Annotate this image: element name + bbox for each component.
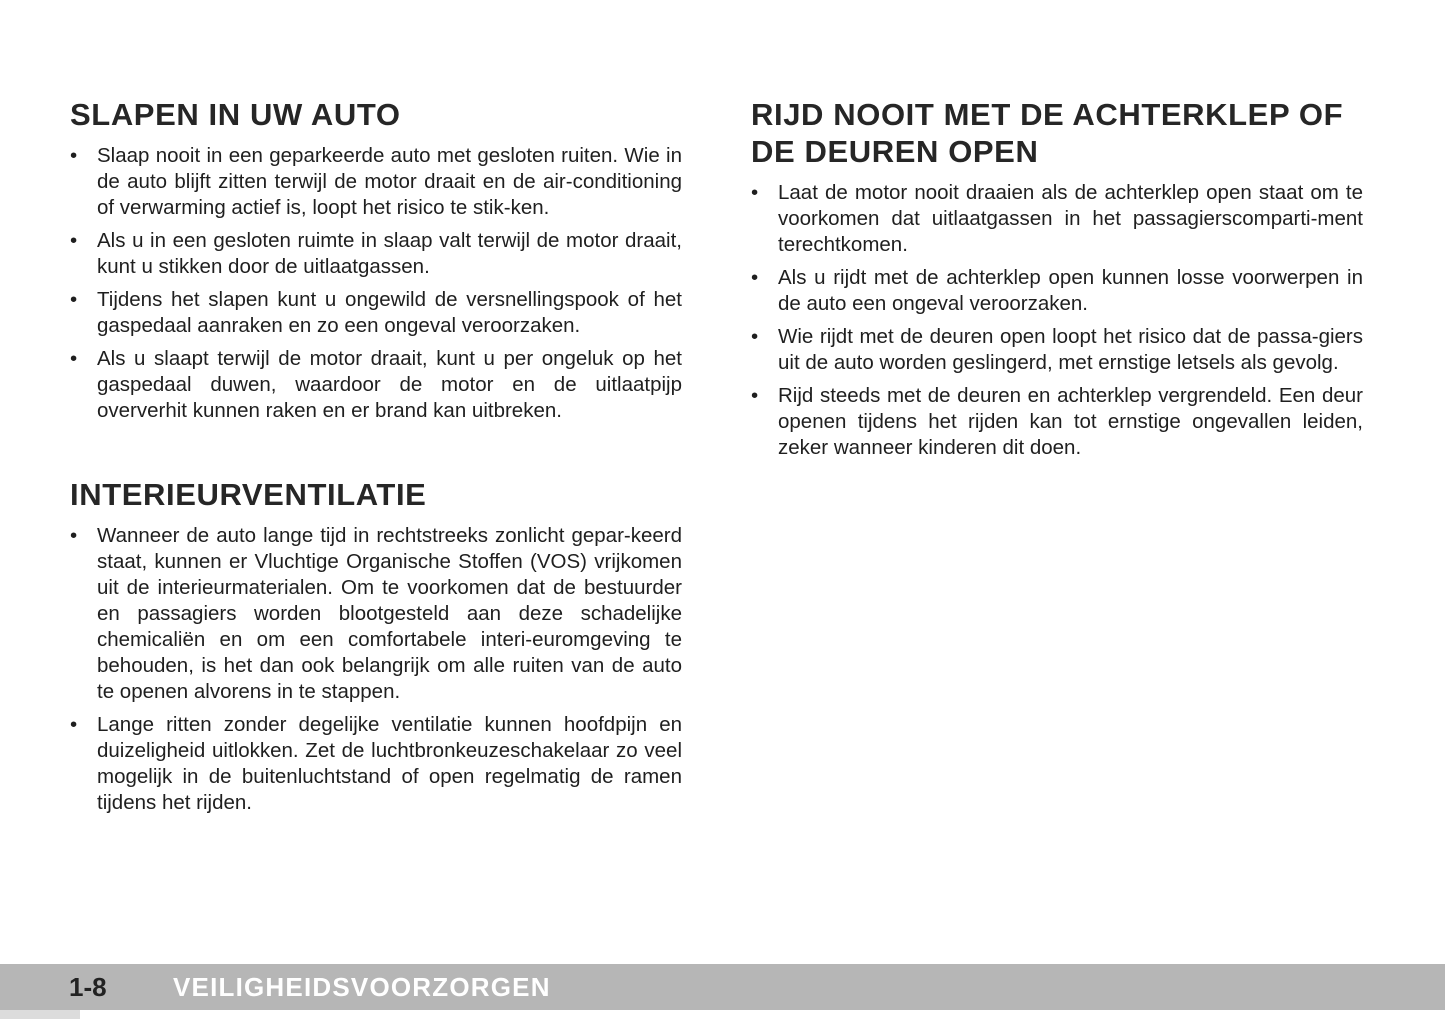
section-slapen	[70, 96, 682, 424]
list-item-text: Slaap nooit in een geparkeerde auto met gesloten ruiten. Wie in de auto blijft zitten terwijl de motor draait en de air-conditioning of verwarming actief is, loopt het risico te stik-ken.	[97, 144, 682, 219]
list-item	[70, 346, 682, 424]
list-item	[751, 383, 1363, 461]
bullet-icon: •	[70, 229, 78, 252]
page-number: 1-8	[69, 972, 107, 1002]
bullet-list	[70, 523, 682, 816]
section-heading: RIJD NOOIT MET DE ACHTERKLEP OF DE DEUREN OPEN	[751, 97, 1344, 169]
list-item	[70, 523, 682, 705]
list-item	[70, 287, 682, 339]
bullet-icon: •	[70, 713, 78, 736]
list-item-text: Laat de motor nooit draaien als de achterklep open staat om te voorkomen dat uitlaatgassen in het passagierscomparti-ment terechtkomen.	[778, 181, 1363, 256]
list-item-text: Wanneer de auto lange tijd in rechtstreeks zonlicht gepar-keerd staat, kunnen er Vluchtige Organische Stoffen (VOS) vrijkomen uit de interieurmaterialen. Om te voorkomen dat de bestuurder en passagiers worden blootgesteld aan deze schadelijke chemicaliën en om een comfortabele interi-euromgeving te behouden, is het dan ook belangrijk om alle ruiten van de auto te openen alvorens in te stappen.	[97, 524, 682, 703]
bullet-icon: •	[751, 325, 759, 348]
list-item-text: Als u slaapt terwijl de motor draait, kunt u per ongeluk op het gaspedaal duwen, waardoor de motor en de uitlaatpijp oververhit kunnen raken en er brand kan uitbreken.	[97, 347, 682, 422]
bullet-icon: •	[751, 181, 759, 204]
list-item	[751, 265, 1363, 317]
chapter-title: VEILIGHEIDSVOORZORGEN	[173, 972, 551, 1002]
bullet-icon: •	[70, 347, 78, 370]
bullet-icon: •	[70, 524, 78, 547]
right-column	[751, 96, 1363, 513]
footer-divider	[0, 1010, 80, 1019]
list-item-text: Lange ritten zonder degelijke ventilatie kunnen hoofdpijn en duizeligheid uitlokken. Zet de luchtbronkeuzeschakelaar zo veel mogelijk in de buitenluchtstand of open regelmatig de ramen tijdens het rijden.	[97, 713, 682, 814]
section-heading: INTERIEURVENTILATIE	[70, 477, 427, 512]
section-ventilatie	[70, 476, 682, 816]
list-item-text: Wie rijdt met de deuren open loopt het risico dat de passa-giers uit de auto worden geslingerd, met ernstige letsels als gevolg.	[778, 325, 1363, 374]
bullet-icon: •	[751, 384, 759, 407]
list-item	[751, 180, 1363, 258]
bullet-icon: •	[70, 288, 78, 311]
left-column	[70, 96, 682, 868]
list-item	[70, 143, 682, 221]
bullet-list	[70, 143, 682, 424]
section-achterklep	[751, 96, 1363, 461]
list-item	[751, 324, 1363, 376]
list-item-text: Tijdens het slapen kunt u ongewild de versnellingspook of het gaspedaal aanraken en zo een ongeval veroorzaken.	[97, 288, 682, 337]
list-item	[70, 712, 682, 816]
bullet-list	[751, 180, 1363, 461]
section-heading: SLAPEN IN UW AUTO	[70, 97, 401, 132]
list-item	[70, 228, 682, 280]
list-item-text: Als u in een gesloten ruimte in slaap valt terwijl de motor draait, kunt u stikken door de uitlaatgassen.	[97, 229, 682, 278]
bullet-icon: •	[751, 266, 759, 289]
list-item-text: Als u rijdt met de achterklep open kunnen losse voorwerpen in de auto een ongeval veroorzaken.	[778, 266, 1363, 315]
page-footer	[0, 964, 1445, 1010]
bullet-icon: •	[70, 144, 78, 167]
list-item-text: Rijd steeds met de deuren en achterklep vergrendeld. Een deur openen tijdens het rijden kan tot ernstige ongevallen leiden, zeker wanneer kinderen dit doen.	[778, 384, 1363, 459]
